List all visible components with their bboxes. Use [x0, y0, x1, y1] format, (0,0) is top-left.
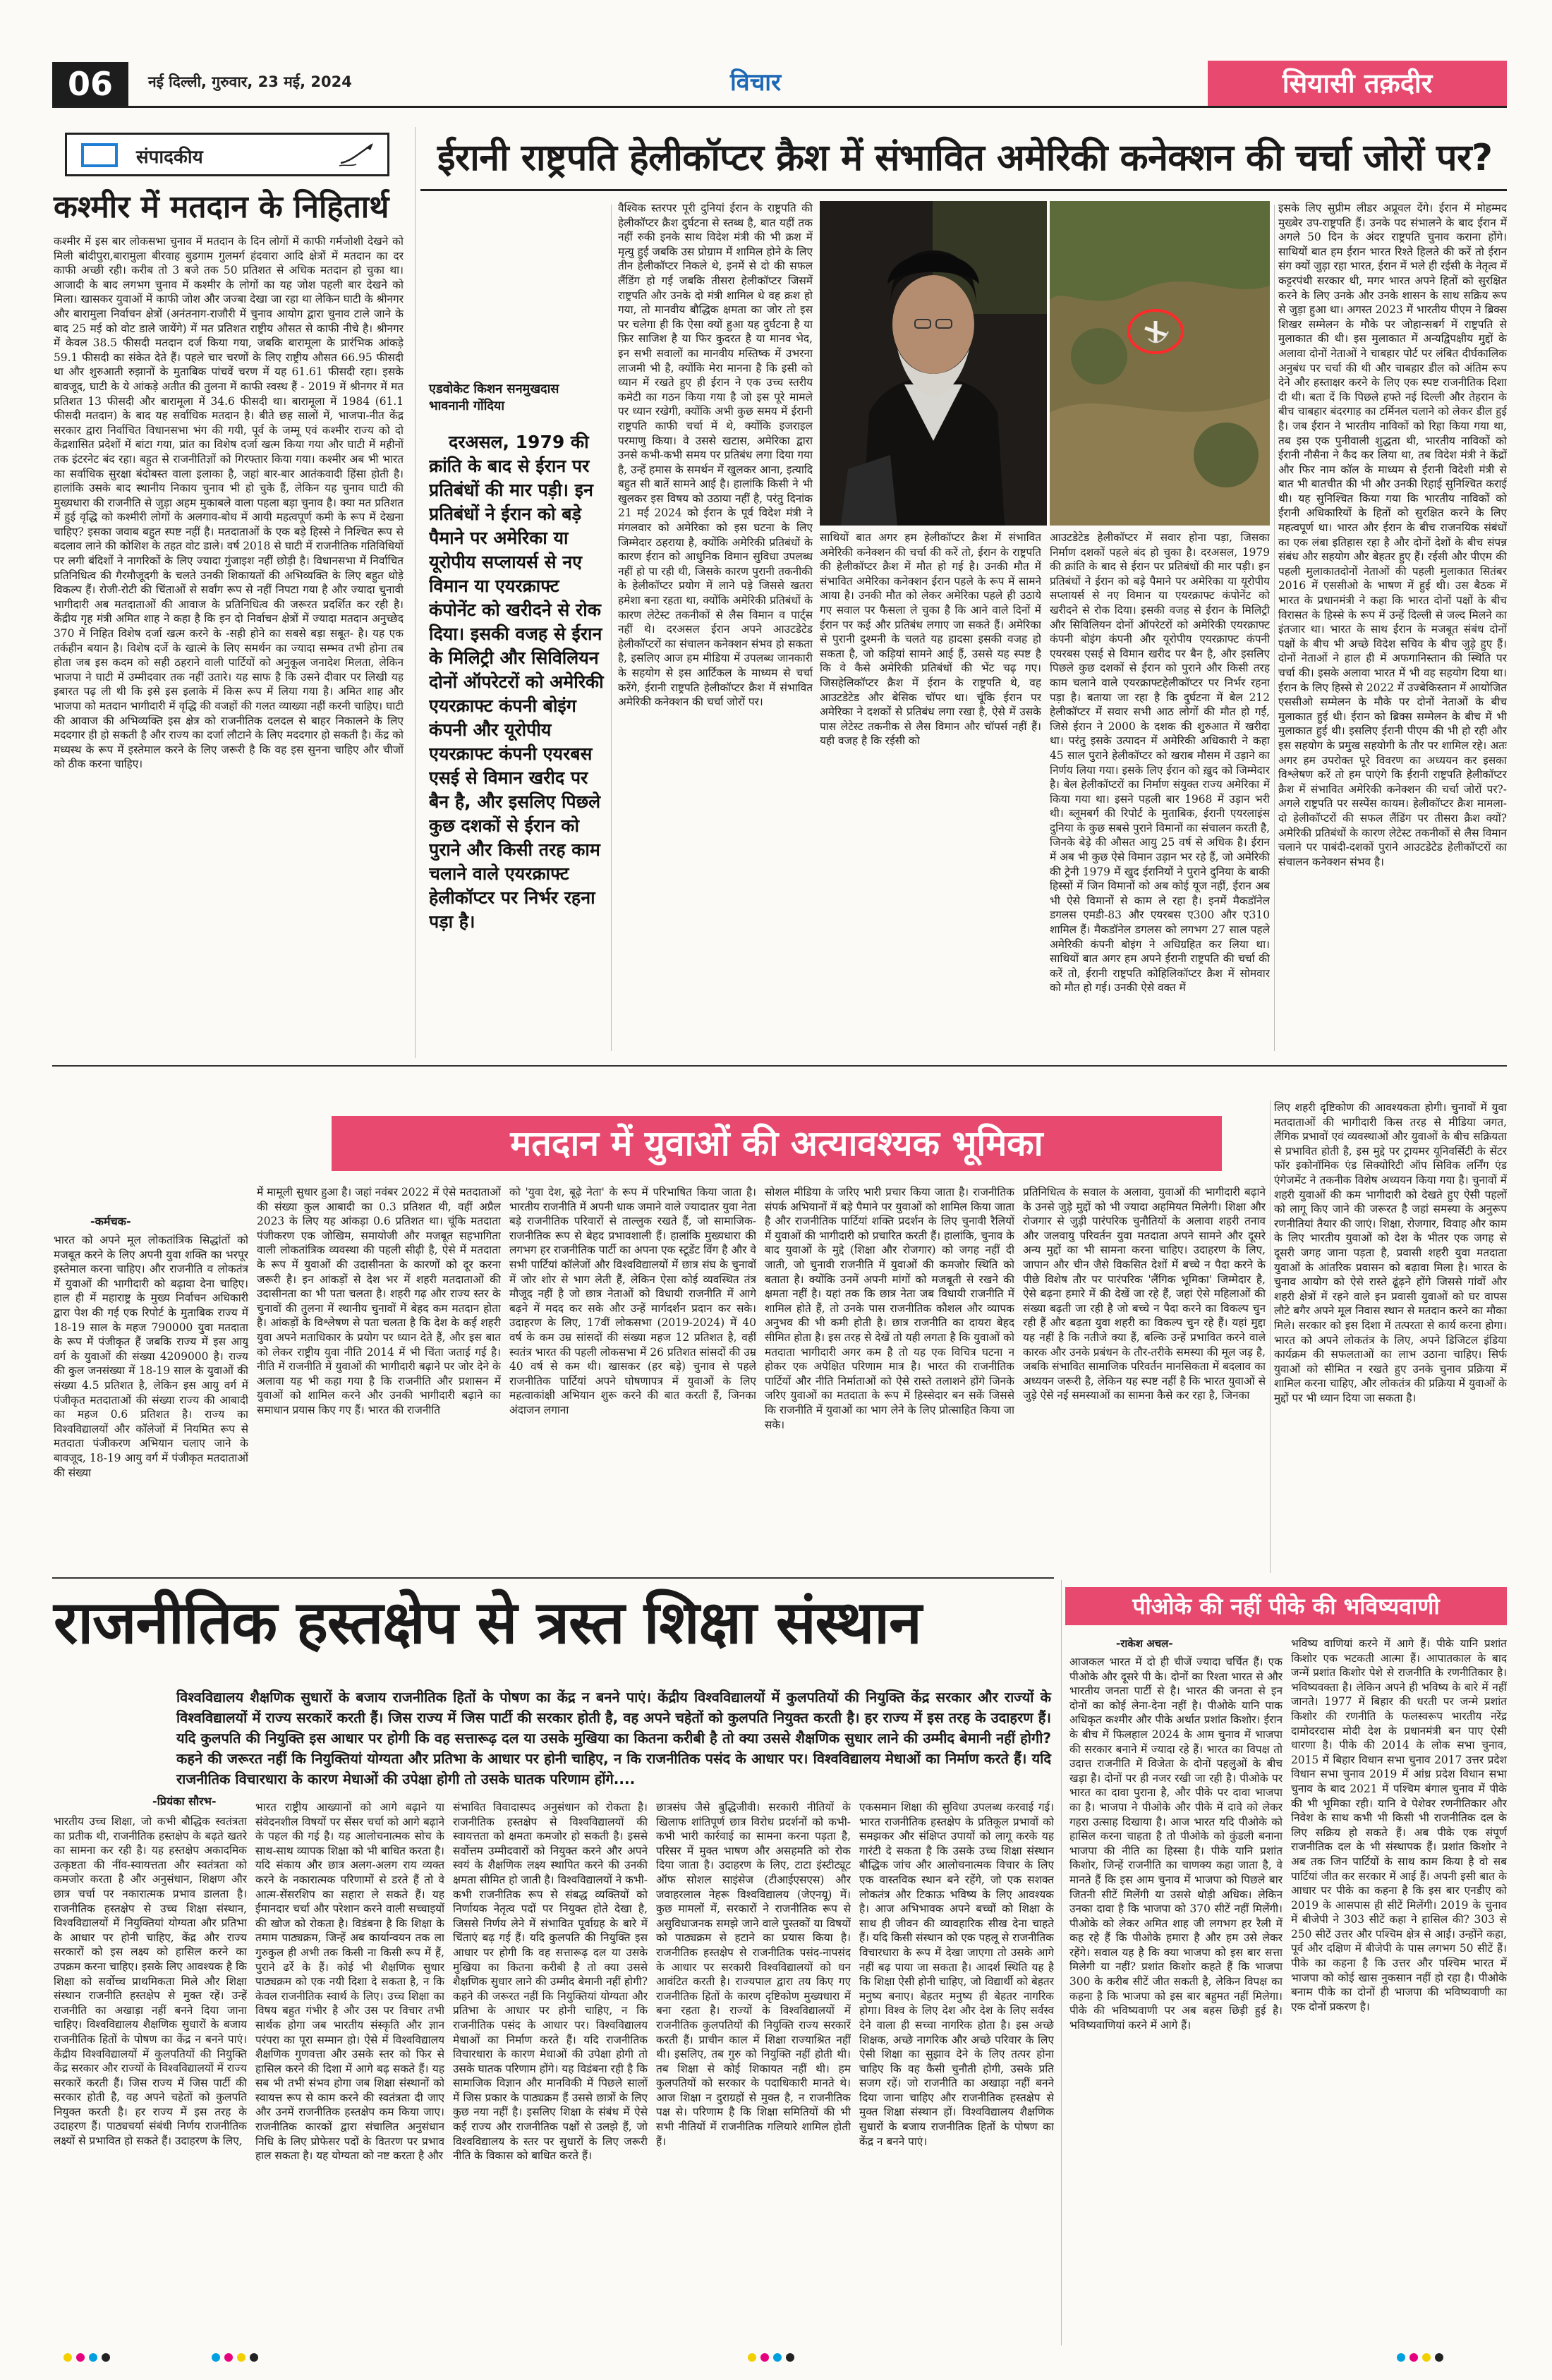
pok-story-col-2: भविष्य वाणियां करने में आगे हैं। पीके यानि प्रशांत किशोर एक भटकती आत्मा हैं। आपातकाल के बाद जन्में प्रशांत किशोर पेशे से राजनीति के रणनीतिकार है। भविष्यवक्ता है। लेकिन अपने ही भविष्य के बारे में नहीं जानते। 1977 में बिहार की धरती पर जन्मे प्रशांत किशोर की रणनीति के फलस्वरूप भारतीय नरेंद्र दामोदरदास मोदी देश के प्रधानमंत्री बन पाए ऐसी धारणा है। पीके की 2014 के लोक सभा चुनाव, 2015 में बिहार विधान सभा चुनाव 2017 उत्तर प्रदेश विधान सभा चुनाव 2019 में आंध्र प्रदेश विधान सभा चुनाव के बाद 2021 में पश्चिम बंगाल चुनाव में पीके की भी भूमिका रही। यानि वे पेशेवर रणनीतिकार और निवेश के साथ कभी भी किसी भी राजनीतिक दल के लिए सक्रिय हो सकते हैं। अब पीके एक संपूर्ण राजनीतिक दल के भी संस्थापक हैं। प्रशांत किशोर ने अब तक जिन पार्टियों के साथ काम किया है वो सब पार्टियां जीत कर सरकार में आई हैं। अपनी इसी बात के आधार पर पीके का कहना है कि इस बार एनडीए को 2019 के आसपास ही सीटें मिलेंगी। 2019 के चुनाव में बीजेपी ने 303 सीटें कहा ने हासिल की? 303 से 250 सीटें उत्तर और पश्चिम क्षेत्र से आई। उन्होंने कहा, पूर्व और दक्षिण में बीजेपी के पास लगभग 50 सीटें हैं। पीके का कहना है कि उत्तर और पश्चिम भारत में भाजपा को कोई खास नुकसान नहीं हो रहा है। पीओके बनाम पीके का दोनों ही भाजपा की भविष्यवाणी का एक दोनों प्रकरण है।: [1291, 1637, 1507, 2013]
editorial-tag: [65, 133, 389, 176]
registration-dot: [748, 2353, 756, 2362]
registration-dot: [76, 2353, 85, 2362]
column-divider: [1270, 1100, 1271, 1573]
top-story-headline: ईरानी राष्ट्रपति हेलीकॉप्टर क्रैश में संभावित अमेरिकी कनेक्शन की चर्चा जोरों पर?: [437, 137, 1493, 179]
pen-icon: [335, 140, 377, 169]
registration-dot: [786, 2353, 794, 2362]
youth-story-col-1: भारत को अपने मूल लोकतांत्रिक सिद्धांतों को मजबूत करने के लिए अपनी युवा शक्ति का भरपूर इस्तेमाल करना चाहिए। और राजनीति व लोकतंत्र में युवाओं की भागीदारी को बढ़ावा देना चाहिए। हाल ही में महाराष्ट्र के मुख्य निर्वाचन अधिकारी द्वारा पेश की गई एक रिपोर्ट के मुताबिक राज्य में 18-19 साल के महज 790000 युवा मतदाता के रूप में पंजीकृत हैं जबकि राज्य में इस आयु वर्ग के युवाओं की संख्या 4209000 है। राज्य की कुल जनसंख्या में 18-19 साल के युवाओं की संख्या 4.5 प्रतिशत है, लेकिन इस आयु वर्ग में पंजीकृत मतदाताओं की संख्या राज्य की आबादी का महज 0.6 प्रतिशत है। राज्य का विश्वविद्यालयों और कॉलेजों में नियमित रूप से मतदाता पंजीकरण अभियान चलाए जाने के बावजूद, 18-19 आयु वर्ग में पंजीकृत मतदाताओं की संख्या: [54, 1234, 248, 1479]
pok-story-byline: -राकेश अचल-: [1116, 1637, 1173, 1650]
youth-story-byline: -कर्मचक-: [90, 1215, 131, 1228]
top-story-col-3: आउटडेटेड हेलीकॉप्टर में सवार होना पड़ा, जिसका निर्माण दशकों पहले बंद हो चुका है। दरअसल, 1979 की क्रांति के बाद से ईरान पर प्रतिबंधों की मार पड़ी। इन प्रतिबंधों ने ईरान को बड़े पैमाने पर अमेरिका या यूरोपीय सप्लायर्स से नए विमान या एयरक्राफ्ट कंपोनेंट को खरीदने से रोक दिया। इसकी वजह से ईरान के मिलिट्री और सिविलियन दोनों ऑपरेटरों को अमेरिकी एयरक्राफ्ट कंपनी बोइंग कंपनी और यूरोपीय एयरक्राफ्ट कंपनी एयरबस एसई से विमान खरीद पर बैन है, और इसलिए पिछले कुछ दशकों से ईरान को पुराने और किसी तरह काम चलाने वाले एयरक्राफ्टहेलीकॉप्टर पर निर्भर रहना पड़ा है। बताया जा रहा है कि दुर्घटना में बेल 212 हेलीकॉप्टर में सवार सभी आठ लोगों की मौत हो गई, जिसे ईरान ने 2000 के दशक की शुरुआत में खरीदा था। परंतु इसके उत्पादन में अमेरिकी अधिकारी ने कहा 45 साल पुराने हेलीकॉप्टर को खराब मौसम में उड़ाने का निर्णय लिया गया। इसके लिए ईरान को ख़ुद को जिम्मेदार है। बेल हेलीकॉप्टरों का निर्माण संयुक्त राज्य अमेरिका में किया गया था। इसने पहली बार 1968 में उड़ान भरी थी। ब्लूमबर्ग की रिपोर्ट के मुताबिक, ईरानी एयरलाइंस दुनिया के कुछ सबसे पुराने विमानों का संचालन करती है, जिनके बेड़े की औसत आयु 25 वर्ष से अधिक है। ईरान में अब भी कुछ ऐसे विमान उड़ान भर रहे हैं, जो अमेरिकी की ट्रेनी 1979 में खुद ईरानियों ने पुराने दुनिया के बाकी हिस्सों में जिन विमानों को अब कोई यूज नहीं, ईरान अब भी ऐसे विमानों से काम ले रहा है। इनमें मैकडॉनेल डगलस एमडी-83 और एयरबस ए300 और ए310 शामिल हैं। मैकडॉनेल डगलस को लगभग 27 साल पहले अमेरिकी कंपनी बोइंग ने अधिग्रहित कर लिया था। साथियों बात अगर हम अपने ईरानी राष्ट्रपति की चर्चा की करें तो, ईरानी राष्ट्रपति कोहिलिकॉप्टर क्रैश में सोमवार को मौत हो गई। उनकी ऐसे वक्त में: [1050, 531, 1270, 995]
dateline: नई दिल्ली, गुरुवार, 23 मई, 2024: [148, 73, 352, 90]
education-story-byline: -प्रियंका सौरभ-: [152, 1795, 217, 1808]
square-icon: [81, 143, 118, 167]
registration-dot: [63, 2353, 72, 2362]
education-story-col-2: भारत राष्ट्रीय आख्यानों को आगे बढ़ाने या संवेदनशील विषयों पर सेंसर चर्चा को आगे बढ़ाने के पहल की गई है। यह आलोचनात्मक सोच के साथ-साथ व्यापक शिक्षा को भी बाधित करता है। यदि संकाय और छात्र अलग-अलग राय व्यक्त करने के नकारात्मक परिणामों से डरते हैं तो वे आत्म-सेंसरशिप का सहारा ले सकते हैं। यह ईमानदार चर्चा और परेशान करने वाली सच्चाइयों की खोज को रोकता है। विडंबना है कि शिक्षा के तमाम पाठ्यक्रम, जिन्हें अब कार्यान्वयन तक ला गुरुकुल ही अभी तक किसी ना किसी रूप में हैं, पुराने ढर्रे के हैं। कोई भी शैक्षणिक सुधार पाठ्यक्रम को एक नयी दिशा दे सकता है, न कि केवल राजनीतिक स्वार्थ के लिए। उच्च शिक्षा का विषय बहुत गंभीर है और उस पर विचार तभी सार्थक होगा जब भारतीय संस्कृति और ज्ञान परंपरा का पूरा सम्मान हो। ऐसे में विश्वविद्यालय शैक्षणिक गुणवत्ता और उसके स्तर को फिर से हासिल करने की दिशा में आगे बढ़ सकते हैं। यह सब भी तभी संभव होगा जब शिक्षा संस्थानों को स्वायत्त रूप से काम करने की स्वतंत्रता दी जाए और उनमें राजनीतिक हस्तक्षेप कम किया जाए। राजनीतिक कारकों द्वारा संचालित अनुसंधान निधि के लिए प्रोफेसर पदों के वितरण पर प्रभाव हाल सकता है। यह योग्यता को नष्ट करता है और: [255, 1801, 444, 2163]
page-number: 06: [52, 62, 128, 106]
registration-dot: [102, 2353, 110, 2362]
header-divider: [52, 106, 1507, 108]
youth-story-headline: मतदान में युवाओं की अत्यावश्यक भूमिका: [332, 1116, 1222, 1171]
top-story-col-5: इसके लिए सुप्रीम लीडर अप्रूवल देंगे। ईरान में मोहम्मद मुख्बेर उप-राष्ट्रपति हैं। उनके पद संभालने के बाद ईरान में अगले 50 दिन के अंदर राष्ट्रपति चुनाव कराना होंगे। साथियों बात हम ईरान भारत रिश्ते हिलते की करें तो ईरान संग क्यों जुड़ा रहा भारत, ईरान में भले ही रईसी के नेतृत्व में कट्टरपंथी सरकार थी, मगर भारत अपने हितों को सुरक्षित करने के लिए उनके और उनके शासन के साथ सक्रिय रूप से जुड़ा हुआ था। अगस्त 2023 में भारतीय पीएम ने ब्रिक्स शिखर सम्मेलन के मौके पर जोहान्सबर्ग में राष्ट्रपति से मुलाकात की थी। इस मुलाकात में अन्यद्विपक्षीय मुद्दों के अलावा दोनों नेताओं ने चाबहार पोर्ट पर लंबित दीर्घकालिक अनुबंध पर चर्चा की थी और चाबहार डील को अंतिम रूप देने और हस्ताक्षर करने के लिए एक स्पष्ट राजनीतिक दिशा दी थी। बता दें कि पिछले हफ्ते नई दिल्ली और तेहरान के बीच चाबहार बंदरगाह का टर्मिनल चलाने को लेकर डील हुई है। जब ईरान ने भारतीय नाविकों को रिहा किया गया था, तब इस एक पुनीवाली शुद्धता थी, भारतीय नाविकों को ईरानी नौसैना ने कैद कर लिया था, तब विदेश मंत्री ने केंद्रों और फिर नाम कॉल के माध्यम से ईरानी विदेशी मंत्री से बात भी बातचीत की भी और उनकी रिहाई सुनिश्चित कराई थी। यह सुनिश्चित किया गया कि भारतीय नाविकों को ईरानी अधिकारियों के हितों को सुरक्षित करने के लिए महत्वपूर्ण था। भारत और ईरान के बीच राजनयिक संबंधों का एक लंबा इतिहास रहा है और दोनों देशों के बीच संपन्न संबंध और सहयोग और बेहतर हुए हैं। रईसी और पीएम की पहली मुलाकातदोनों नेताओं की पहली मुलाकात सितंबर 2016 में एससीओ के भाषण में हुई थी। उस बैठक में भारत के प्रधानमंत्री ने कहा कि भारत दोनों पक्षों के बीच विरासत के हिस्से के रूप में उन्हें दिल्ली से जल्द मिलने का इंतजार था। भारत के साथ ईरान के मजबूत संबंध दोनों पक्षों के बीच भी अच्छे विदेश सचिव के बीच जुड़े हुए हैं। दोनों नेताओं ने हाल ही में अफगानिस्तान की स्थिति पर चर्चा की। इसके अलावा भारत में भी वह सहयोग दिया था। ईरान के लिए हिस्से से 2022 में उज्बेकिस्तान में आयोजित एससीओ सम्मेलन के मौके पर दोनों नेताओं के बीच मुलाकात हुई थी। ईरान को ब्रिक्स सम्मेलन के बीच में भी मुलाकात हुई थी। इसलिए ईरानी पीएम की भी हो रही और इस सहयोग के प्रमुख सहयोगी के तौर पर शामिल रहे। अतः अगर हम उपरोक्त पूरे विवरण का अध्ययन कर इसका विश्लेषण करें तो हम पाएंगे कि ईरानी राष्ट्रपति हेलीकॉप्टर क्रैश में संभावित अमेरिकी कनेक्शन की चर्चा जोरों पर?-अगले राष्ट्रपति पर सस्पेंस कायम। हेलीकॉप्टर क्रैश मामला-दो हेलीकॉप्टरों की सफल लैंडिंग पर तीसरा क्रैश क्यों?अमेरिकी प्रतिबंधों के कारण लेटेस्ट तकनीकों से लैस विमान चलाने पर पाबंदी-दशकों पुराने आउटडेटेड हेलीकॉप्टरों का संचालन कनेक्शन संभव है।: [1278, 202, 1507, 868]
editorial-body: कश्मीर में इस बार लोकसभा चुनाव में मतदान के दिन लोगों में काफी गर्मजोशी देखने को मिली बांदीपुरा,बारामुला बीरवाह बुडगाम गुलमर्ग हंदवारा आदि क्षेत्रों में मतदान का दर काफी अच्छी रही। करीब तो 3 बजे तक 50 प्रतिशत से अधिक मतदान हो चुका था। आजादी के बाद लगभग चुनाव में कश्मीर के लोगों का यह जोश पहली बार देखने को मिला। खासकर युवाओं में काफी जोश और जज्बा देखा जा रहा था लेकिन घाटी के श्रीनगर और बारामुला निर्वाचन क्षेत्रों (अनंतनाग-राजौरी में चुनाव आयोग द्वारा चुनाव टाले जाने के बाद 25 मई को वोट डाले जायेंगे) में मत प्रतिशत राष्ट्रीय औसत से काफी नीचे है। श्रीनगर में केवल 38.5 फीसदी मतदान दर्ज किया गया, जबकि बारामूला के प्रारंभिक आंकड़े 59.1 फीसदी का संकेत देते हैं। पहले चार चरणों के लिए राष्ट्रीय औसत 66.95 फीसदी था और शुरुआती रुझानों के मुताबिक पांचवें चरण में यह 61.61 फीसदी रहा। इसके बावजूद, घाटी के ये आंकड़े अतीत की तुलना में काफी स्वस्थ हैं - 2019 में श्रीनगर में मत प्रतिशत 13 फीसदी और बारामूला में 34.6 फीसदी था। बारामूला में 1984 (61.1 फीसदी मतदान) के बाद यह सर्वाधिक मतदान है। बीते छह सालों में, भाजपा-नीत केंद्र सरकार द्वारा निर्वाचित विधानसभा भंग की गयी, पूर्व के जम्मू एवं कश्मीर राज्य को दो केंद्रशासित प्रदेशों में बांटा गया, प्रांत का विशेष दर्जा खत्म किया गया और घाटी में महीनों तक इंटरनेट बंद रहा। बहुत से राजनीतिज्ञों को गिरफ्तार किया गया। कश्मीर अब भी भारत का सर्वाधिक सुरक्षा बंदोबस्त वाला इलाका है, जहां बार-बार आतंकवादी हिंसा होती है। हालांकि उसके बाद स्थानीय निकाय चुनाव भी हो चुके हैं, लेकिन यह चुनाव घाटी की मुख्यधारा की राजनीति से जुड़ा अहम मुकाबले वाला पहला बड़ा चुनाव है। क्या मत प्रतिशत में हुई वृद्धि को कश्मीरी लोगों के अलगाव-बोध में आयी महत्वपूर्ण कमी के रूप में देखना चाहिए? इसका जवाब बहुत स्पष्ट नहीं है। मतदाताओं के एक बड़े हिस्से ने निश्चित रूप से बदलाव लाने की कोशिश के तहत वोट डाले। वर्ष 2018 से घाटी में राजनीतिक गतिविधियों पर लगी बंदिशों ने नागरिकों के लिए ज्यादा गुंजाइश नहीं छोड़ी है। विधानसभा में निर्वाचित प्रतिनिधित्व की गैरमौजूदगी के चलते उनकी शिकायतों की अभिव्यक्ति के लिए बहुत थोड़े विकल्प हैं। रोजी-रोटी की चिंताओं से सर्वांग रूप से नहीं निपटा गया है और ज्यादा चुनावी भागीदारी अब मतदाताओं की आवाज के प्रतिनिधित्व की जरूरत प्रदर्शित कर रही है। केंद्रीय गृह मंत्री अमित शाह ने कहा है कि इन दो निर्वाचन क्षेत्रों में ज्यादा मतदान अनुच्छेद 370 में निहित विशेष दर्जा खत्म करने के -सही होने का सबसे बड़ा सबूत- है। यह एक तर्कहीन बयान है। विशेष दर्जे के खात्मे के लिए समर्थन का ज्यादा सम्भव तभी होना तब होता जब इस कदम को सही ठहराने वाली पार्टियों को अनुकूल जनादेश मिलता, लेकिन भाजपा ने घाटी में उम्मीदवार तक नहीं उतारे। यह साफ है कि उसने दीवार पर लिखी यह इबारत पढ़ ली थी कि इसे इस इलाके में किस रूप में लिया गया है। अमित शाह और भाजपा को मतदान भागीदारी में वृद्धि की वजहों की गलत व्याख्या नहीं करनी चाहिए। घाटी की आवाज की अभिव्यक्ति इस क्षेत्र को राजनीतिक दलदल से बाहर निकालने के लिए मददगार ही हो सकती है और राज्य का दर्जा लौटाने के लिए मददगार हो सकती है। केंद्र को मध्यस्थ के रूप में इस्तेमाल करने के लिए जरूरी है कि वह इस सुनना चाहिए और चीजों को ठीक करना चाहिए।: [54, 235, 404, 771]
registration-dot: [1435, 2353, 1443, 2362]
raisi-portrait-photo: [820, 201, 1047, 526]
section-divider: [52, 1577, 1054, 1579]
column-divider: [1274, 205, 1275, 1051]
education-story-col-3: संभावित विवादास्पद अनुसंधान को रोकता है। राजनीतिक हस्तक्षेप से विश्वविद्यालयों की स्वायत्तता को क्षमता कमजोर हो सकती है। इससे सर्वोत्तम उम्मीदवारों को नियुक्त करने और अपने स्वयं के शैक्षणिक लक्ष्य स्थापित करने की उनकी क्षमता सीमित हो जाती है। विश्वविद्यालयों ने कभी-कभी राजनीतिक रूप से संबद्ध व्यक्तियों को निर्णायक नेतृत्व पदों पर नियुक्त होते देखा है, जिससे निर्णय लेने में संभावित पूर्वाग्रह के बारे में चिंताएं बढ़ गई हैं। यदि कुलपति की नियुक्ति इस आधार पर होगी कि वह सत्तारूढ़ दल या उसके मुखिया का कितना करीबी है तो क्या उससे शैक्षणिक सुधार लाने की उम्मीद बेमानी नहीं होगी? कहने की जरूरत नहीं कि नियुक्तियां योग्यता और प्रतिभा के आधार पर होनी चाहिए, न कि राजनीतिक पसंद के आधार पर। विश्वविद्यालय मेधाओं का निर्माण करते हैं। यदि राजनीतिक विचारधारा के कारण मेधाओं की उपेक्षा होगी तो उसके घातक परिणाम होंगे। यह विडंबना रही है कि सामाजिक विज्ञान और मानविकी में पिछले सालों में जिस प्रकार के पाठ्यक्रम हैं उससे छात्रों के लिए कुछ नया नहीं है। इसलिए शिक्षा के संबंध में ऐसे कई राज्य और राजनीतिक पक्षों से उलझे हैं, जो विश्वविद्यालय के स्तर पर सुधारों के लिए जरूरी नीति के विकास को बाधित करते हैं।: [453, 1801, 648, 2163]
column-divider: [415, 127, 416, 1058]
pull-quote: दरअसल, 1979 की क्रांति के बाद से ईरान पर प्रतिबंधों की मार पड़ी। इन प्रतिबंधों ने ईरान को बड़े पैमाने पर अमेरिका या यूरोपीय सप्लायर्स से नए विमान या एयरक्राफ्ट कंपोनेंट को खरीदने से रोक दिया। इसकी वजह से ईरान के मिलिट्री और सिविलियन दोनों ऑपरेटरों को अमेरिकी एयरक्राफ्ट कंपनी बोइंग कंपनी और यूरोपीय एयरक्राफ्ट कंपनी एयरबस एसई से विमान खरीद पर बैन है, और इसलिए पिछले कुछ दशकों से ईरान को पुराने और किसी तरह काम चलाने वाले एयरक्राफ्ट हेलीकॉप्टर पर निर्भर रहना पड़ा है।: [429, 432, 604, 932]
youth-story-col-4: सोशल मीडिया के जरिए भारी प्रचार किया जाता है। राजनीतिक संपर्क अभियानों में बड़े पैमाने पर युवाओं को शामिल किया जाता है और राजनीतिक पार्टियां शक्ति प्रदर्शन के लिए चुनावी रैलियों में युवाओं की भागीदारी को प्रचारित करती हैं। हालांकि, चुनाव के बाद युवाओं के मुद्दे (शिक्षा और रोजगार) को जगह नहीं दी जाती, जो चुनावी राजनीति में युवाओं की कमजोर स्थिति को बताता है। क्योंकि उनमें अपनी मांगों को मजबूती से रखने की क्षमता नहीं है। यहां तक कि छात्र नेता जब विधायी राजनीति में शामिल होते हैं, तो उनके पास राजनीतिक कौशल और व्यापक अनुभव की भी कमी होती है। छात्र राजनीति का दायरा बेहद सीमित होता है। इस तरह से देखें तो यही लगता है कि युवाओं को मतदाता भागीदारी अगर कम है तो यह एक विचित्र घटना न होकर एक अपेक्षित परिणाम मात्र है। भारत की राजनीतिक पार्टियों और नीति निर्माताओं को ऐसे रास्ते तलाशने होंगे जिनके जरिए युवाओं का मतदाता के रूप में हिस्सेदार बन सकें जिससे कि राजनीति में युवाओं का भाग लेने के लिए प्रोत्साहित किया जा सके।: [765, 1186, 1014, 1431]
youth-story-col-5: प्रतिनिधित्व के सवाल के अलावा, युवाओं की भागीदारी बढ़ाने के उनसे जुड़े मुद्दों को भी ज्यादा अहमियत मिलेगी। शिक्षा और रोजगार से जुड़ी पारंपरिक चुनौतियों के अलावा शहरी तनाव और जलवायु परिवर्तन युवा मतदाता अपने सामने और दूसरे अन्य मुद्दों का भी सामना करना चाहिए। उदाहरण के लिए, जापान और चीन जैसे विकसित देशों में बच्चे न पैदा करने के पीछे विशेष तौर पर पारंपरिक 'लैंगिक भूमिका' जिम्मेदार है, ऐसे बढ़ना हमारे में की देखें जा रहे हैं, जहां ऐसे महिलाओं की संख्या बढ़ती जा रही है जो बच्चे न पैदा करने का विकल्प चुन रही हैं और बढ़ता युवा शहरी का विकल्प चुन रहे हैं। यहां मुद्दा यह नहीं है कि नतीजे क्या हैं, बल्कि उन्हें प्रभावित करने वाले कारक और उनके प्रबंधन के तौर-तरीके समस्या की मूल जड़ है, जबकि संभावित सामाजिक परिवर्तन मानसिकता में बदलाव का अध्ययन जरूरी है, लेकिन यह स्पष्ट नहीं है कि भारत युवाओं से जुड़े ऐसे नई समस्याओं का सामना कैसे कर रहा है, जिनका: [1023, 1186, 1266, 1402]
section-label: विचार: [730, 68, 782, 97]
top-story-byline: [429, 381, 605, 415]
byline-place: भावनानी गोंदिया: [429, 399, 505, 413]
top-story-col-2: साथियों बात अगर हम हेलीकॉप्टर क्रैश में संभावित अमेरिकी कनेक्शन की चर्चा की करें तो, ईरान के राष्ट्रपति की हेलीकॉप्टर क्रैश में मौत हो गई है। उनकी मौत में संभावित अमेरिका कनेक्शन ईरान पहले के रूप में सामने आया है। उनकी मौत को लेकर अमेरिका पहले ही उठाये गए सवाल पर फैसला ले चुका है कि आने वाले दिनों में ईरान पर कई और प्रतिबंध लगाए जा सकते हैं। अमेरिका से पुरानी दुश्मनी के चलते यह हादसा इसकी वजह हो सकता है, जो कड़ियां सामने आई हैं, उससे यह स्पष्ट है कि वे कैसे अमेरिकी प्रतिबंधों की भेंट चढ़ गए। जिसहेलिकॉप्टर क्रैश में ईरान के राष्ट्रपति थे, वह आउटडेटेड और बेसिक चॉपर था। चूंकि ईरान पर अमेरिका ने दशकों से प्रतिबंध लगा रखा है, ऐसे में उसके पास लेटेस्ट तकनीक से लैस विमान और चॉपर्स नहीं हैं। यही वजह है कि रईसी को: [820, 531, 1041, 748]
registration-dot: [89, 2353, 97, 2362]
byline-name: एडवोकेट किशन सनमुखदास: [429, 382, 559, 396]
registration-dot: [250, 2353, 258, 2362]
column-divider: [1061, 1580, 1062, 2345]
editorial-headline: कश्मीर में मतदान के निहितार्थ: [54, 189, 389, 225]
registration-dot: [760, 2353, 769, 2362]
registration-dot: [1409, 2353, 1418, 2362]
crash-illustration: [1050, 201, 1270, 526]
education-story-headline: राजनीतिक हस्तक्षेप से त्रस्त शिक्षा संस्थान: [54, 1588, 921, 1657]
top-story-col-1: वैश्विक स्तरपर पूरी दुनियां ईरान के राष्ट्रपति की हेलीकॉप्टर क्रैश दुर्घटना से स्तब्ध है, बात यहीं तक नहीं रुकी इनके साथ विदेश मंत्री की भी क्रश में मृत्यु हुई जबकि उस प्रोग्राम में शामिल होने के लिए तीन हेलीकॉप्टर निकले थे, इनमें से दो की सफल लैंडिंग हो गई जबकि तीसरा हेलीकॉप्टर जिसमें राष्ट्रपति और उनके दो मंत्री शामिल थे वह क्रश हो गया, तो मानवीय बौद्धिक क्षमता का जोर तो इस पर चलेगा ही कि ऐसा क्यों हुआ यह दुर्घटना है या फ़िर साजिश है या फिर कुदरत है या मानव भेद, इन सभी सवालों का मानवीय मस्तिष्क में उभरना लाजमी भी है, क्योंकि मेरा मानना है कि इसी को ध्यान में रखते हुए ही ईरान ने एक उच्च स्तरीय कमेटी का गठन किया गया है जो इस पूरे मामले पर ध्यान रखेगी, क्योंकि अभी कुछ समय में ईरानी राष्ट्रपति काफी चर्चा में थे, क्योंकि इजराइल परमाणु किया। वे उससे खटास, अमेरिका द्वारा उनसे कभी-कभी समय पर प्रतिबंध लगा दिया गया है, उन्हें हमास के समर्थन में खुलकर आना, इत्यादि बहुत सी बातें सामने आई है। हालांकि किसी ने भी खुलकर इस विषय को उठाया नहीं है, परंतु दिनांक 21 मई 2024 को ईरान के पूर्व विदेश मंत्री ने मंगलवार को अमेरिका को इस घटना के लिए जिम्मेदार ठहराया है, क्योंकि अमेरिकी प्रतिबंधों के कारण ईरान को आधुनिक विमान सुविधा उपलब्ध नहीं हो पा रही थी, जिसके कारण पुरानी तकनीकी के हेलीकॉप्टर प्रयोग में लाने पड़े जिससे खतरा हमेशा बना रहता था, क्योंकि अमेरिकी प्रतिबंधों के कारण लेटेस्ट तकनीकों से लैस विमान व पार्ट्स नहीं थे। दरअसल ईरान अपने आउटडेटेड हेलीकॉप्टरों का संचालन कनेक्शन संभव हो सकता है, इसलिए आज हम मीडिया में उपलब्ध जानकारी के सहयोग से इस आर्टिकल के माध्यम से चर्चा करेंगे, ईरानी राष्ट्रपति हेलीकॉप्टर क्रैश में संभावित अमेरिकी कनेक्शन की चर्चा जोरों पर।: [618, 202, 813, 709]
education-story-col-1: भारतीय उच्च शिक्षा, जो कभी बौद्धिक स्वतंत्रता का प्रतीक थी, राजनीतिक हस्तक्षेप के बढ़ते खतरे का सामना कर रही है। यह हस्तक्षेप अकादमिक उत्कृष्टता की नींव-स्वायत्तता और स्वतंत्रता को कमजोर करता है और अनुसंधान, शिक्षण और छात्र चर्चा पर नकारात्मक प्रभाव डालता है। राजनीतिक हस्तक्षेप से उच्च शिक्षा संस्थान, विश्वविद्यालयों में नियुक्तियां योग्यता और प्रतिभा के आधार पर होनी चाहिए, केंद्र और राज्य सरकारों को इस लक्ष्य को हासिल करने का उपक्रम करना चाहिए। इसके लिए आवश्यक है कि शिक्षा को सर्वोच्च प्राथमिकता मिले और शिक्षा संस्थान राजनीति हस्तक्षेप से मुक्त रहें। उन्हें राजनीति का अखाड़ा नहीं बनने दिया जाना चाहिए। विश्वविद्यालय शैक्षणिक सुधारों के बजाय राजनीतिक हितों के पोषण का केंद्र न बनने पाएं। केंद्रीय विश्वविद्यालयों में कुलपतियों की नियुक्ति केंद्र सरकार और राज्यों के विश्वविद्यालयों में राज्य सरकारें करती हैं। जिस राज्य में जिस पार्टी की सरकार होती है, वह अपने चहेतों को कुलपति नियुक्त करती है। हर राज्य में इस तरह के उदाहरण हैं। पाठ्यचर्या संबंधी निर्णय राजनीतिक लक्ष्यों से प्रभावित हो सकते हैं। उदाहरण के लिए,: [54, 1815, 247, 2148]
education-story-col-4: छात्रसंघ जैसे बुद्धिजीवी। सरकारी नीतियों के खिलाफ शांतिपूर्ण छात्र विरोध प्रदर्शनों को कभी-कभी भारी कार्रवाई का सामना करना पड़ता है, परिसर में मुक्त भाषण और असहमति को रोक दिया जाता है। उदाहरण के लिए, टाटा इंस्टीट्यूट ऑफ सोशल साइंसेज (टीआईएसएस) और जवाहरलाल नेहरू विश्वविद्यालय (जेएनयू) में। कुछ मामलों में, सरकारों ने राजनीतिक रूप से असुविधाजनक समझे जाने वाले पुस्तकों या विषयों को पाठ्यक्रम से हटाने का प्रयास किया है। राजनीतिक हस्तक्षेप से राजनीतिक पसंद-नापसंद के आधार पर सरकारी विश्वविद्यालयों को धन आवंटित करती है। राज्यपाल द्वारा तय किए गए राजनीतिक हितों के कारण दृष्टिकोण मुख्यधारा में बना रहता है। राज्यों के विश्वविद्यालयों में राजनीतिक कुलपतियों की नियुक्ति राज्य सरकारें करती हैं। प्राचीन काल में शिक्षा राज्याश्रित नहीं थी। इसलिए, तब गुरु को नियुक्ति नहीं होती थी। तब शिक्षा से कोई शिकायत नहीं थी। हम कुलपतियों को सरकार के पदाधिकारी मानते थे। आज शिक्षा न दुराग्रहों से मुक्त है, न राजनीतिक पक्ष से। परिणाम है कि शिक्षा समितियों की भी सभी नीतियों में राजनीतिक गलियारे शामिल होती हैं।: [656, 1801, 851, 2148]
youth-story-col-6: लिए शहरी दृष्टिकोण की आवश्यकता होगी। चुनावों में युवा मतदाताओं की भागीदारी किस तरह से मीडिया जगत, लैंगिक प्रभावों एवं व्यवस्थाओं और युवाओं के बीच सक्रियता से प्रभावित होती है, इस मुद्दे पर ट्रायमर यूनिवर्सिटी के सेंटर फॉर इकोनॉमिक एंड सिक्योरिटी ऑप सिविक लर्निंग एंड एंगेजमेंट ने तकनीक विशेष अध्ययन किया गया है। चुनावों में शहरी युवाओं की कम भागीदारी को देखते हुए ऐसी पहलों को लागू किए जाने की जरूरत है जहां समस्या के अनुरूप रणनीतियां तैयार की जाएं। शिक्षा, रोजगार, विवाह और काम के लिए भारतीय युवाओं को देश के भीतर एक जगह से दूसरी जगह जाना पड़ता है, प्रवासी शहरी युवा मतदाता युवाओं के आंतरिक प्रवासन को बढ़ावा मिला है। भारत के चुनाव आयोग को ऐसे रास्ते ढूंढ़ने होंगे जिससे गांवों और शहरी क्षेत्रों में रहने वाले इन प्रवासी युवाओं को घर वापस लौटे बगैर अपने मूल निवास स्थान से मतदान करने का मौका मिले। सरकार को इस दिशा में तत्परता से कार्य करना होगा। भारत को अपने लोकतंत्र के लिए, अपने डिजिटल इंडिया कार्यक्रम की सफलताओं का लाभ उठाना चाहिए। सिर्फ युवाओं को सीमित न रखते हुए उनके चुनाव प्रक्रिया में शामिल करना चाहिए, और लोकतंत्र की प्रक्रिया में युवाओं के मुद्दों पर भी ध्यान दिया जा सकता है।: [1274, 1101, 1507, 1404]
education-story-col-5: एकसमान शिक्षा की सुविधा उपलब्ध करवाई गई। भारत राजनीतिक हस्तक्षेप के प्रतिकूल प्रभावों को समझकर और संक्षिप्त उपायों को लागू करके यह गारंटी दे सकता है कि उसके उच्च शिक्षा संस्थान बौद्धिक जांच और आलोचनात्मक विचार के लिए एक वास्तविक स्थान बने रहेंगे, जो एक सशक्त लोकतंत्र और टिकाऊ भविष्य के लिए आवश्यक है। आज अभिभावक अपने बच्चों को शिक्षा के साथ ही जीवन की व्यावहारिक सीख देना चाहते हैं। यदि किसी संस्थान को एक पहलू से राजनीतिक विचारधारा के रूप में देखा जाएगा तो उसके आगे नहीं बढ़ पाया जा सकता है। आदर्श स्थिति यह है कि शिक्षा ऐसी होनी चाहिए, जो विद्यार्थी को बेहतर मनुष्य बनाए। बेहतर मनुष्य ही बेहतर नागरिक होगा। विश्व के लिए देश और देश के लिए सर्वस्व देने वाला ही सच्चा नागरिक होता है। इस अच्छे शिक्षक, अच्छे नागरिक और अच्छे परिवार के लिए ऐसी शिक्षा का सुझाव देने के लिए तत्पर होना चाहिए कि वह कैसी चुनौती होगी, उसके प्रति सजग रहें। जो राजनीति का अखाड़ा नहीं बनने दिया जाना चाहिए और राजनीतिक हस्तक्षेप से मुक्त शिक्षा संस्थान हों। विश्वविद्यालय शैक्षणिक सुधारों के बजाय राजनीतिक हितों के पोषण का केंद्र न बनने पाएं।: [859, 1801, 1054, 2148]
registration-dot: [773, 2353, 782, 2362]
section-banner: सियासी तक़दीर: [1208, 61, 1507, 106]
registration-dot: [224, 2353, 233, 2362]
pok-story-headline: पीओके की नहीं पीके की भविष्यवाणी: [1065, 1587, 1507, 1625]
section-divider: [52, 1065, 1507, 1067]
headline-divider: [420, 189, 1507, 191]
education-story-deck: विश्वविद्यालय शैक्षणिक सुधारों के बजाय राजनीतिक हितों के पोषण का केंद्र न बनने पाएं। केंद्रीय विश्वविद्यालयों में कुलपतियों की नियुक्ति केंद्र सरकार और राज्यों के विश्वविद्यालयों में राज्य सरकारें करती हैं। जिस राज्य में जिस पार्टी की सरकार होती है, वह अपने चहेतों को कुलपति नियुक्त करती है। हर राज्य में इस तरह के उदाहरण हैं। यदि कुलपति की नियुक्ति इस आधार पर होगी कि वह सत्तारूढ़ दल या उसके मुखिया का कितना करीबी है तो क्या उससे शैक्षणिक सुधार लाने की उम्मीद बेमानी नहीं होगी? कहने की जरूरत नहीं कि नियुक्तियां योग्यता और प्रतिभा के आधार पर होनी चाहिए, न कि राजनीतिक पसंद के आधार पर। विश्वविद्यालय मेधाओं का निर्माण करते हैं। यदि राजनीतिक विचारधारा के कारण मेधाओं की उपेक्षा होगी तो उसके घातक परिणाम होंगे....: [176, 1689, 1051, 1787]
registration-dot: [1422, 2353, 1431, 2362]
registration-dot: [212, 2353, 220, 2362]
color-registration-marks: [0, 2349, 1552, 2370]
page-header: [0, 0, 1552, 106]
crash-site-photo: [1050, 201, 1270, 526]
editorial-label: संपादकीय: [136, 147, 203, 168]
portrait-illustration: [820, 201, 1047, 526]
registration-dot: [237, 2353, 245, 2362]
youth-story-col-3: को 'युवा देश, बूढ़े नेता' के रूप में परिभाषित किया जाता है। भारतीय राजनीति में अपनी धाक जमाने वाले ज्यादातर युवा नेता बड़े राजनीतिक परिवारों से ताल्लुक रखते हैं, जो सामाजिक-राजनीतिक रूप से बेहद प्रभावशाली हैं। हालांकि मुख्यधारा की लगभग हर राजनीतिक पार्टी का अपना एक स्टूडेंट विंग है और वे सभी पार्टियां कॉलेजों और विश्वविद्यालयों में छात्र संघ के चुनावों में जोर शोर से भाग लेती हैं, लेकिन ऐसा कोई व्यवस्थित तंत्र मौजूद नहीं है जो छात्र नेताओं को विधायी राजनीति में आगे बढ़ने में मदद कर सके और उन्हें मार्गदर्शन प्रदान कर सके। उदाहरण के लिए, 17वीं लोकसभा (2019-2024) में 40 वर्ष के कम उम्र सांसदों की संख्या महज 12 प्रतिशत है, वहीं स्वतंत्र भारत की पहली लोकसभा में 26 प्रतिशत सांसदों की उम्र 40 वर्ष से कम थी। खासकर (हर बड़े) चुनाव से पहले राजनीतिक पार्टियां अपने घोषणापत्र में युवाओं के लिए महत्वाकांक्षी अभियान शुरू करने की बात करती हैं, जिनका अंदाजन लगाना: [509, 1186, 756, 1416]
youth-story-col-2: में मामूली सुधार हुआ है। जहां नवंबर 2022 में ऐसे मतदाताओं की संख्या कुल आबादी का 0.3 प्रतिशत थी, वहीं अप्रैल 2023 के लिए यह आंकड़ा 0.6 प्रतिशत था। चूंकि मतदाता पंजीकरण एक जोखिम, समायोजी और मजबूत सहभागिता वाली लोकतांत्रिक व्यवस्था की पहली सीढ़ी है, ऐसे में मतदाता के रूप में युवाओं की उदासीनता के कारणों को दूर करना जरूरी है। इन आंकड़ों से देश भर में शहरी मतदाताओं की उदासीनता का भी पता चलता है। शहरी गढ़ और राज्य स्तर के चुनावों की तुलना में स्थानीय चुनावों में बेहद कम मतदान होता है। आंकड़ों के विश्लेषण से पता चलता है कि देश के कई शहरी युवा अपने मताधिकार के प्रयोग पर ध्यान देते हैं, और इस बात को लेकर राष्ट्रीय युवा नीति 2014 में भी चिंता जताई गई है। नीति में राजनीति में युवाओं की भागीदारी बढ़ाने पर जोर देने के अलावा यह भी कहा गया है कि राजनीति और प्रशासन में युवाओं को शामिल करने और उनकी भागीदारी बढ़ाने का समाधान प्रयास किए गए हैं। भारत की राजनीति: [257, 1186, 501, 1416]
pok-story-col-1: आजकल भारत में दो ही चीजें ज्यादा चर्चित हैं। एक पीओके और दूसरे पी के। दोनों का रिश्ता भारत से और भारतीय जनता पार्टी से है। भारत की जनता से इन दोनों का कोई लेना-देना नहीं है। पीओके यानि पाक अधिकृत कश्मीर और पीके अर्थात प्रशांत किशोर। ईरान के बीच में फिलहाल 2024 के आम चुनाव में भाजपा की सरकार बनाने में ज्यादा रहे हैं। भारत का विपक्ष तो उदात्त राजनीति में विजेता के दोनों पहलुओं के बीच खड़ा है। दोनों पर ही नजर रखी जा रही है। पीओके पर भारत का दावा पुराना है, और पीके पर दावा भाजपा का है। भाजपा ने पीओके और पीके में दावे को लेकर गहरा उत्साह दिखाया है। आज भारत यदि पीओके को हासिल करना चाहता है तो पीओके को कुंडली बनाना भाजपा की नीति का हिस्सा है। पीके यानि प्रशांत किशोर, जिन्हें राजनीति का चाणक्य कहा जाता है, वे मानते हैं कि इस आम चुनाव में भाजपा को पिछले बार जितनी सीटें मिलेंगी या उससे थोड़ी अधिक। लेकिन उनका दावा है कि भाजपा को 370 सीटें नहीं मिलेंगी। पीओके को लेकर अमित शाह जी लगभग हर रैली में कह रहे हैं कि पीओके हमारा है और हम उसे लेकर रहेंगे। सवाल यह है कि क्या भाजपा को इस बार सत्ता मिलेगी या नहीं? प्रशांत किशोर कहते हैं कि भाजपा 300 के करीब सीटें जीत सकती है, लेकिन विपक्ष का कहना है कि भाजपा को इस बार बहुमत नहीं मिलेगा। पीके की भविष्यवाणी पर अब बहस छिड़ी हुई है। भविष्यवाणियां करने में आगे हैं।: [1069, 1656, 1283, 2032]
registration-dot: [1397, 2353, 1405, 2362]
column-divider: [611, 205, 612, 1051]
